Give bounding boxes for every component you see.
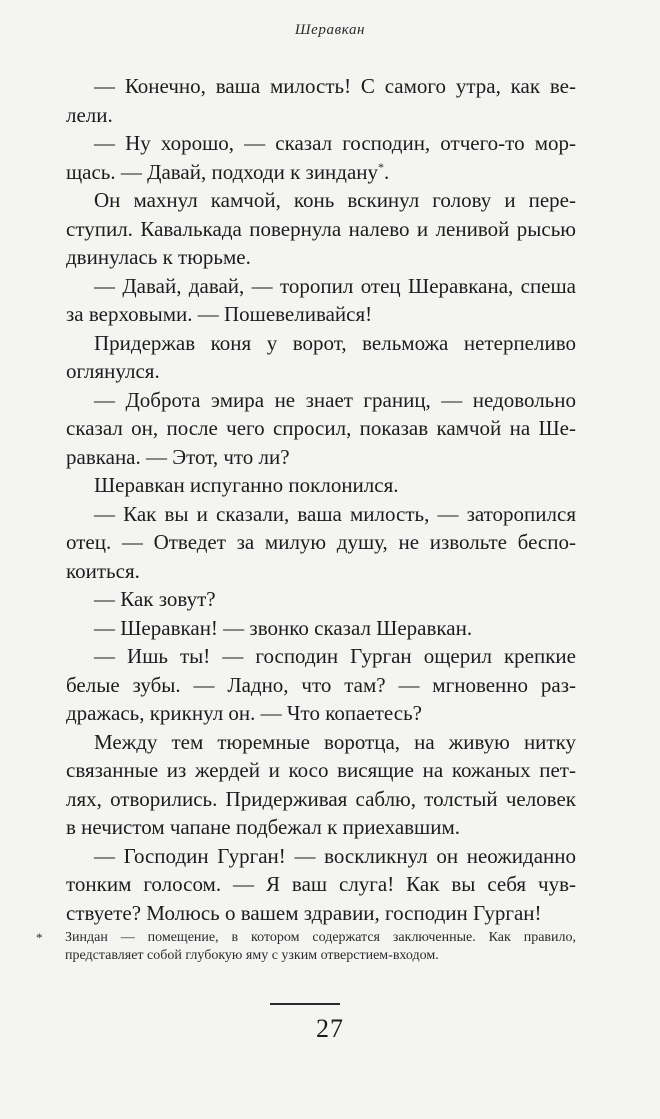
paragraph: — Давай, давай, — торопил отец Шеравкана, спеша за верховыми. — Пошевеливайся! — [66, 273, 576, 326]
paragraph — [66, 129, 576, 186]
paragraph: — Ишь ты! — господин Гурган ощерил крепкие белые зубы. — Ладно, что там? — мгновенно раздражась, крикнул он. — Что копаетесь? — [66, 644, 576, 725]
footnote-mark: * — [36, 930, 43, 945]
page-number-rule — [270, 1003, 340, 1005]
paragraph: — Как вы и сказали, ваша милость, — заторопился отец. — Отведет за милую душу, не извольте беспокоиться. — [66, 501, 576, 583]
paragraph: — Шеравкан! — звонко сказал Шеравкан. — [94, 615, 473, 640]
footnote — [36, 929, 576, 965]
paragraph: — Господин Гурган! — воскликнул он неожиданно тонким голосом. — Я ваш слуга! Как вы себя чувствуете? Молюсь о вашем здравии, господин Гурган! — [66, 843, 576, 925]
sentence-end: . — [384, 159, 390, 184]
footnote-reference: * — [378, 159, 385, 174]
paragraph-text: — Ну хорошо, — сказал господин, отчего-то морщась. — Давай, подходи к зиндану — [66, 131, 576, 184]
paragraph: Шеравкан испуганно поклонился. — [94, 473, 399, 497]
footnote-text: Зиндан — помещение, в котором содержатся заключенные. Как правило, представляет собой глубокую яму с узким отверстием-входом. — [65, 930, 576, 963]
paragraph: Он махнул камчой, конь вскинул голову и переступил. Кавалькада повернула налево и ленивой рысью двинулась к тюрьме. — [66, 188, 576, 269]
paragraph: Между тем тюремные воротца, на живую нитку связанные из жердей и косо висящие на кожаных петлях, отворились. Придерживая саблю, толстый человек в нечистом чапане подбежал к приехавшим. — [66, 729, 576, 839]
page-number: 27 — [316, 1014, 344, 1043]
paragraph: — Как зовут? — [94, 587, 216, 611]
paragraph: — Доброта эмира не знает границ, — недовольно сказал он, после чего спросил, показав камчой на Шеравкана. — Этот, что ли? — [66, 387, 576, 469]
body-text — [66, 72, 576, 927]
running-head: Шеравкан — [294, 22, 366, 38]
paragraph: Придержав коня у ворот, вельможа нетерпеливо оглянулся. — [66, 330, 576, 383]
paragraph: — Конечно, ваша милость! С самого утра, как велели. — [66, 74, 576, 127]
